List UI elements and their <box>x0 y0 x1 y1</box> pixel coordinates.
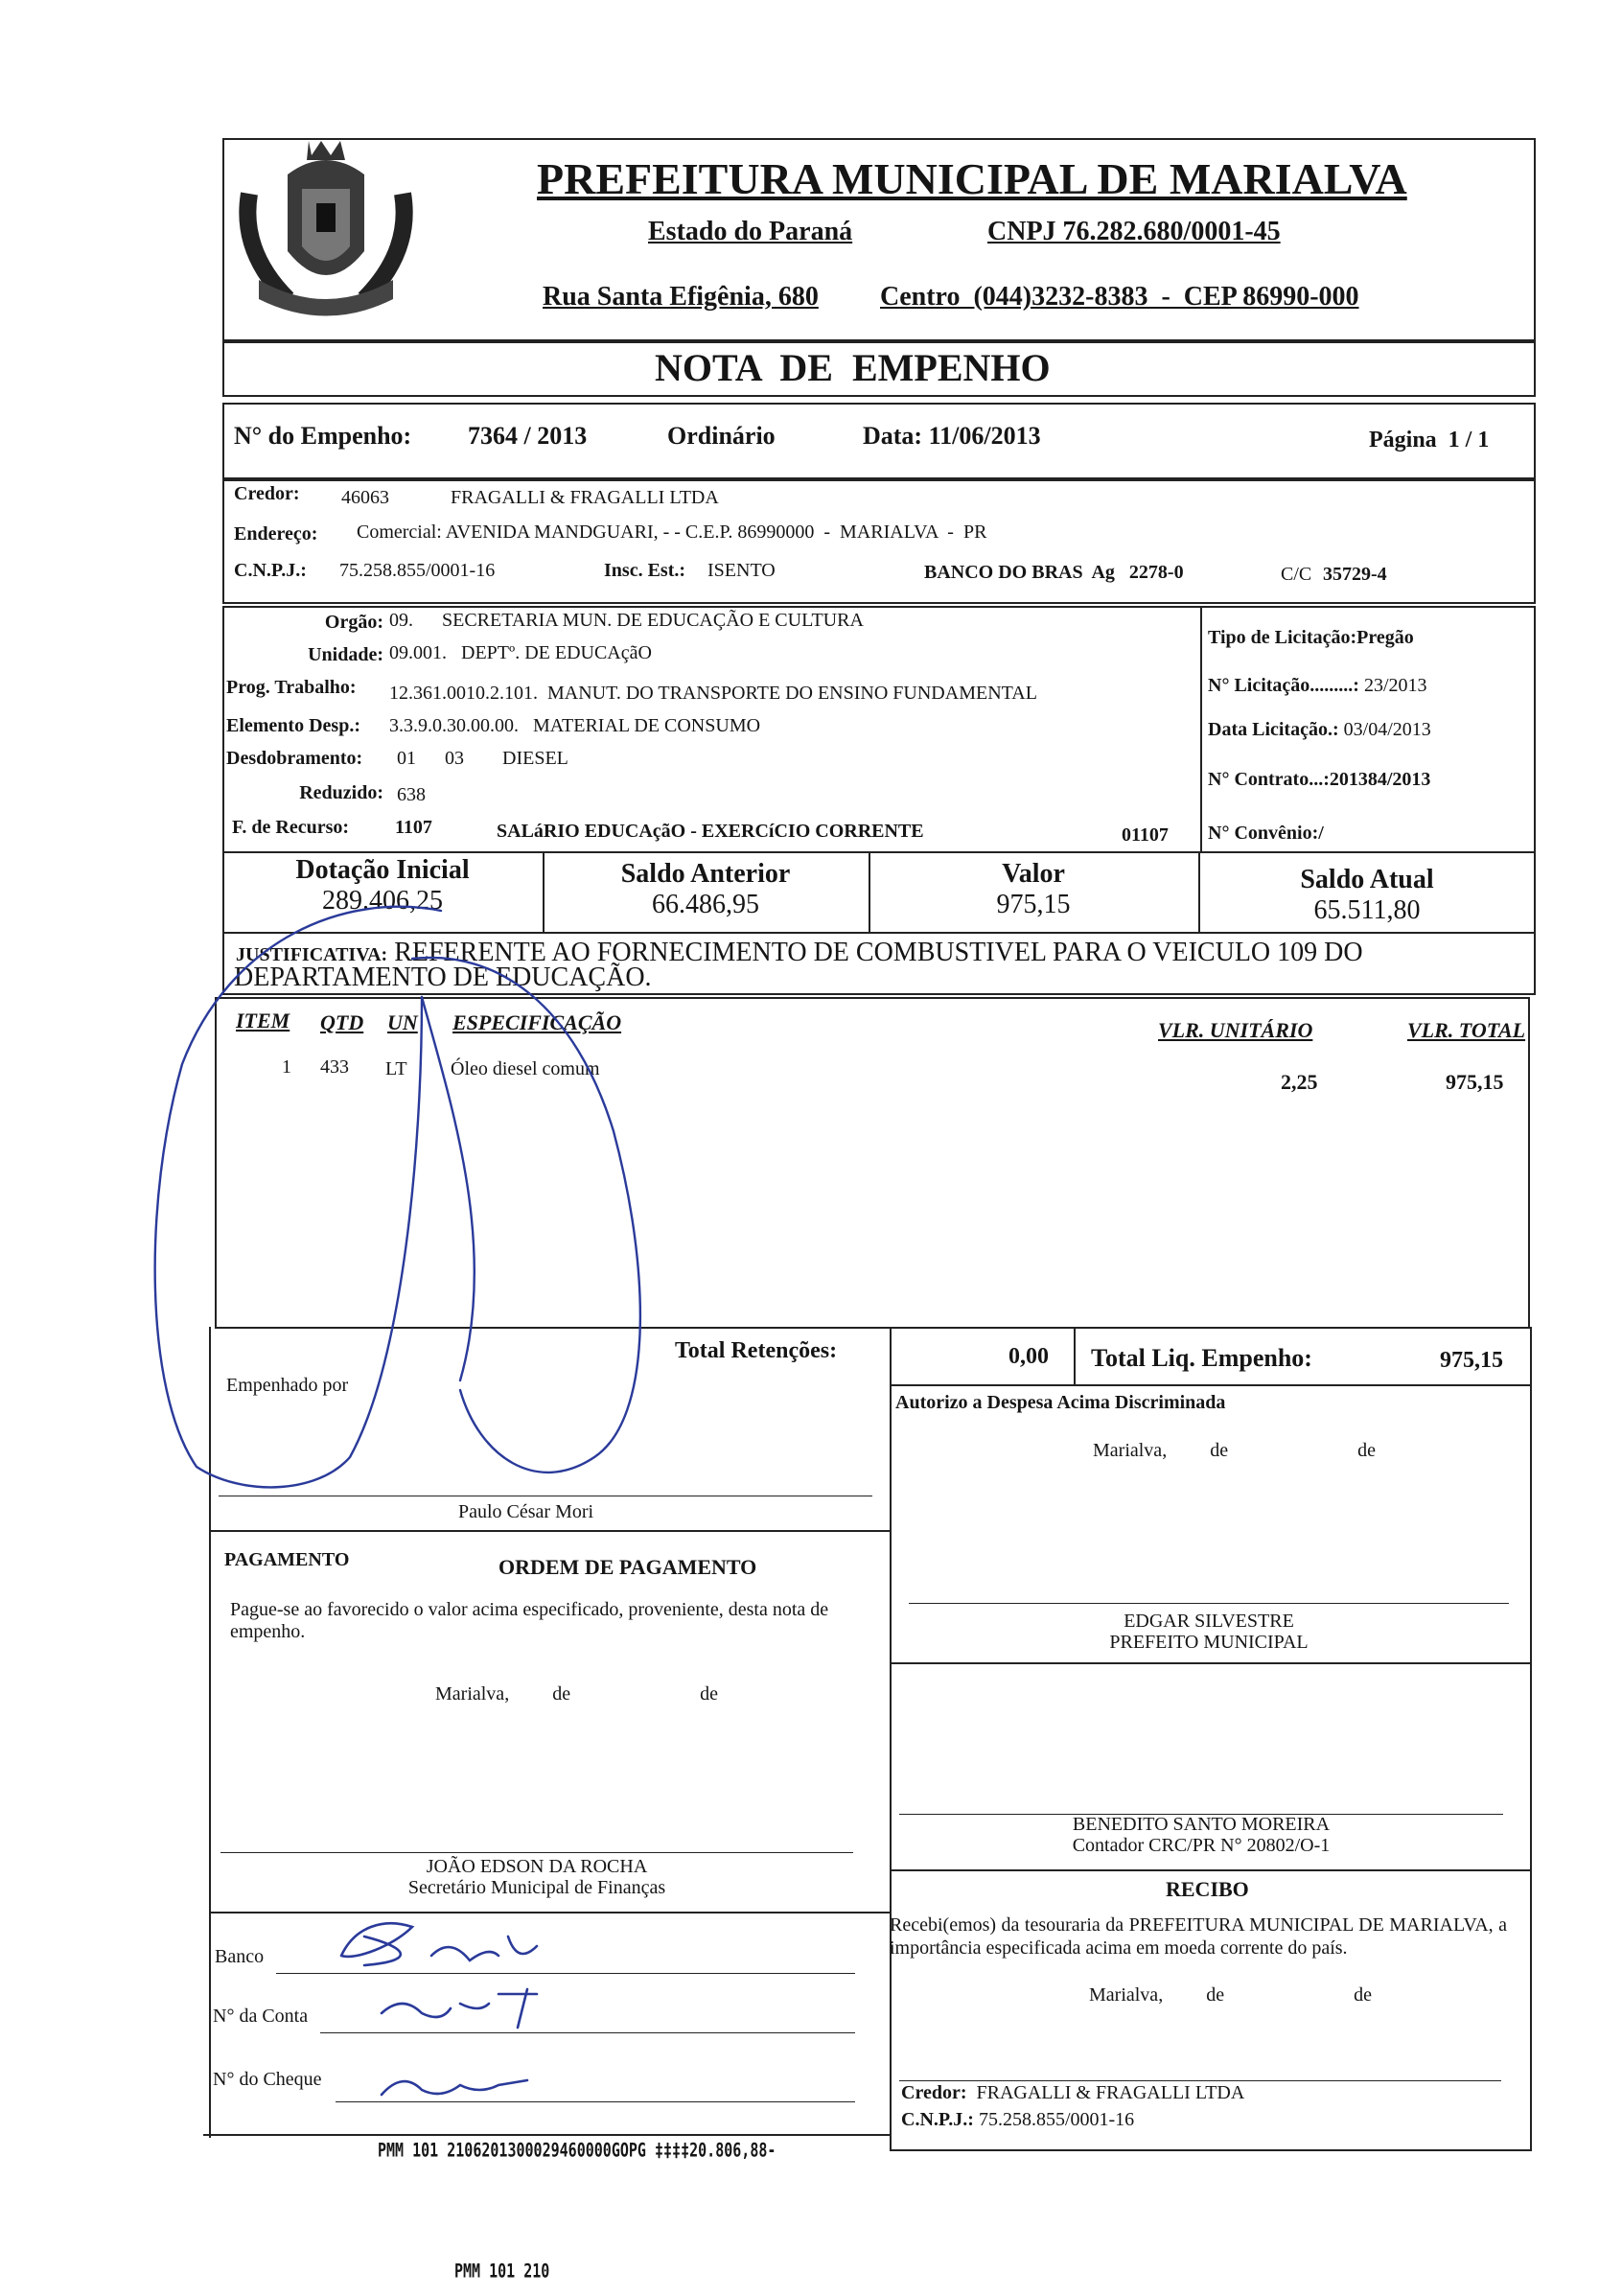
empenho-type: Ordinário <box>667 422 776 450</box>
contador-name: BENEDITO SANTO MOREIRA <box>1072 1814 1331 1835</box>
row-unit-value: 2,25 <box>1281 1070 1318 1094</box>
elemento-label: Elemento Desp.: <box>226 715 360 736</box>
prog-value: 12.361.0010.2.101. MANUT. DO TRANSPORTE DO ENSINO FUNDAMENTAL <box>389 683 1037 704</box>
empenho-number: 7364 / 2013 <box>468 422 588 450</box>
secretario-role: Secretário Municipal de Finanças <box>407 1877 666 1898</box>
header-item: ITEM <box>236 1009 290 1032</box>
credor-name: FRAGALLI & FRAGALLI LTDA <box>451 487 719 508</box>
recibo-credor: Credor: FRAGALLI & FRAGALLI LTDA <box>901 2082 1245 2103</box>
conta-label: N° da Conta <box>213 2006 309 2027</box>
orgao-value: 09. SECRETARIA MUN. DE EDUCAÇÃO E CULTURA <box>389 610 864 631</box>
prog-label: Prog. Trabalho: <box>226 677 357 698</box>
n-licitacao: N° Licitação.........: 23/2013 <box>1208 675 1427 696</box>
header-cnpj: CNPJ 76.282.680/0001-45 <box>987 217 1281 246</box>
row-spec: Óleo diesel comum <box>451 1058 600 1079</box>
cheque-label: N° do Cheque <box>213 2069 322 2090</box>
unidade-label: Unidade: <box>308 644 383 665</box>
reduzido-value: 638 <box>397 784 426 805</box>
credor-label: Credor: <box>234 483 300 504</box>
reduzido-label: Reduzido: <box>299 782 383 803</box>
recibo-cnpj: C.N.P.J.: 75.258.855/0001-16 <box>901 2109 1135 2130</box>
recurso-code: 1107 <box>395 817 432 838</box>
unidade-value: 09.001. DEPTº. DE EDUCAçãO <box>389 642 652 663</box>
empenho-label: N° do Empenho: <box>234 422 412 450</box>
header-spec: ESPECIFICAÇÃO <box>452 1010 622 1034</box>
saldo-anterior-value: 66.486,95 <box>652 890 759 919</box>
desdob-value: 01 03 DIESEL <box>397 748 568 769</box>
credor-code: 46063 <box>341 487 389 508</box>
orgao-label: Orgão: <box>324 612 383 633</box>
liquido-label: Total Liq. Empenho: <box>1091 1344 1312 1372</box>
insc-label: Insc. Est.: <box>604 560 686 581</box>
elemento-value: 3.3.9.0.30.00.00. MATERIAL DE CONSUMO <box>389 715 761 736</box>
recibo-label: RECIBO <box>1166 1877 1249 1901</box>
retencoes-label: Total Retenções: <box>675 1338 838 1363</box>
row-total-value: 975,15 <box>1446 1070 1504 1094</box>
header-total-value: VLR. TOTAL <box>1407 1018 1526 1042</box>
mechanical-stamp: PMM 101 2106201300029460000GOPG ‡‡‡‡20.806,88- <box>378 2139 776 2162</box>
header-contact: Centro (044)3232-8383 - CEP 86990-000 <box>880 282 1359 312</box>
prefeito-role: PREFEITO MUNICIPAL <box>1109 1632 1309 1653</box>
data-licitacao: Data Licitação.: 03/04/2013 <box>1208 719 1431 740</box>
empenhado-name: Paulo César Mori <box>458 1501 594 1522</box>
ordem-pagamento: ORDEM DE PAGAMENTO <box>498 1555 757 1579</box>
justificativa-line2: DEPARTAMENTO DE EDUCAÇÃO. <box>234 962 652 992</box>
desdob-label: Desdobramento: <box>226 748 363 769</box>
row-qtd: 433 <box>320 1056 349 1078</box>
tipo-licitacao: Tipo de Licitação:Pregão <box>1208 627 1414 648</box>
autorizo-text: Autorizo a Despesa Acima Discriminada <box>895 1392 1226 1413</box>
recibo-text: Recebi(emos) da tesouraria da PREFEITURA MUNICIPAL DE MARIALVA, a importância especificada acima em moeda corrente do país. <box>890 1914 1507 1959</box>
n-convenio: N° Convênio:/ <box>1208 823 1324 844</box>
autorizo-date: Marialva, de de <box>1093 1440 1376 1461</box>
recibo-date: Marialva, de de <box>1089 1984 1372 2006</box>
pagamento-text: Pague-se ao favorecido o valor acima especificado, proveniente, desta nota de empenho. <box>230 1599 829 1642</box>
recurso-name: SALáRIO EDUCAçãO - EXERCíCIO CORRENTE <box>497 821 924 842</box>
row-un: LT <box>385 1058 407 1079</box>
dotacao-label: Dotação Inicial <box>295 855 470 885</box>
justificativa-line1: JUSTIFICATIVA: REFERENTE AO FORNECIMENTO DE COMBUSTIVEL PARA O VEICULO 109 DO <box>236 938 1363 967</box>
header-state: Estado do Paraná <box>648 217 853 246</box>
mechanical-stamp-bottom: PMM 101 210 <box>454 2260 550 2283</box>
valor-label: Valor <box>1002 859 1065 889</box>
liquido-value: 975,15 <box>1440 1348 1503 1373</box>
n-contrato: N° Contrato...:201384/2013 <box>1208 769 1431 790</box>
recurso-label: F. de Recurso: <box>232 817 350 838</box>
empenho-date: Data: 11/06/2013 <box>863 422 1041 450</box>
header-qtd: QTD <box>320 1010 364 1034</box>
header-unit-value: VLR. UNITÁRIO <box>1158 1018 1313 1042</box>
cnpj-label: C.N.P.J.: <box>234 560 307 581</box>
saldo-anterior-label: Saldo Anterior <box>620 859 791 889</box>
credor-cnpj: 75.258.855/0001-16 <box>339 560 496 581</box>
insc-value: ISENTO <box>707 560 776 581</box>
pagamento-label: PAGAMENTO <box>224 1549 350 1570</box>
banco-label: Banco <box>215 1946 265 1967</box>
row-item: 1 <box>282 1056 291 1078</box>
contador-role: Contador CRC/PR N° 20802/O-1 <box>1072 1835 1331 1856</box>
page-title: PREFEITURA MUNICIPAL DE MARIALVA <box>537 154 1407 203</box>
header-un: UN <box>387 1010 418 1034</box>
retencoes-value: 0,00 <box>1008 1344 1049 1369</box>
pagamento-date: Marialva, de de <box>435 1683 718 1705</box>
valor-value: 975,15 <box>996 890 1071 919</box>
credor-address: Comercial: AVENIDA MANDGUARI, - - C.E.P. 86990000 - MARIALVA - PR <box>357 522 987 543</box>
recurso-ref: 01107 <box>1122 824 1169 846</box>
account-label: C/C <box>1281 564 1312 585</box>
document-title: NOTA DE EMPENHO <box>655 346 1051 389</box>
bank-info: BANCO DO BRAS Ag 2278-0 <box>924 562 1184 583</box>
account-value: 35729-4 <box>1323 564 1387 585</box>
saldo-atual-label: Saldo Atual <box>1300 865 1434 894</box>
dotacao-value: 289.406,25 <box>322 886 443 916</box>
saldo-atual-value: 65.511,80 <box>1313 895 1421 925</box>
empenhado-label: Empenhado por <box>226 1375 349 1396</box>
secretario-name: JOÃO EDSON DA ROCHA <box>426 1856 648 1877</box>
address-label: Endereço: <box>234 523 318 545</box>
prefeito-name: EDGAR SILVESTRE <box>1124 1611 1294 1632</box>
empenho-page: Página 1 / 1 <box>1369 428 1490 452</box>
header-street: Rua Santa Efigênia, 680 <box>543 282 819 312</box>
